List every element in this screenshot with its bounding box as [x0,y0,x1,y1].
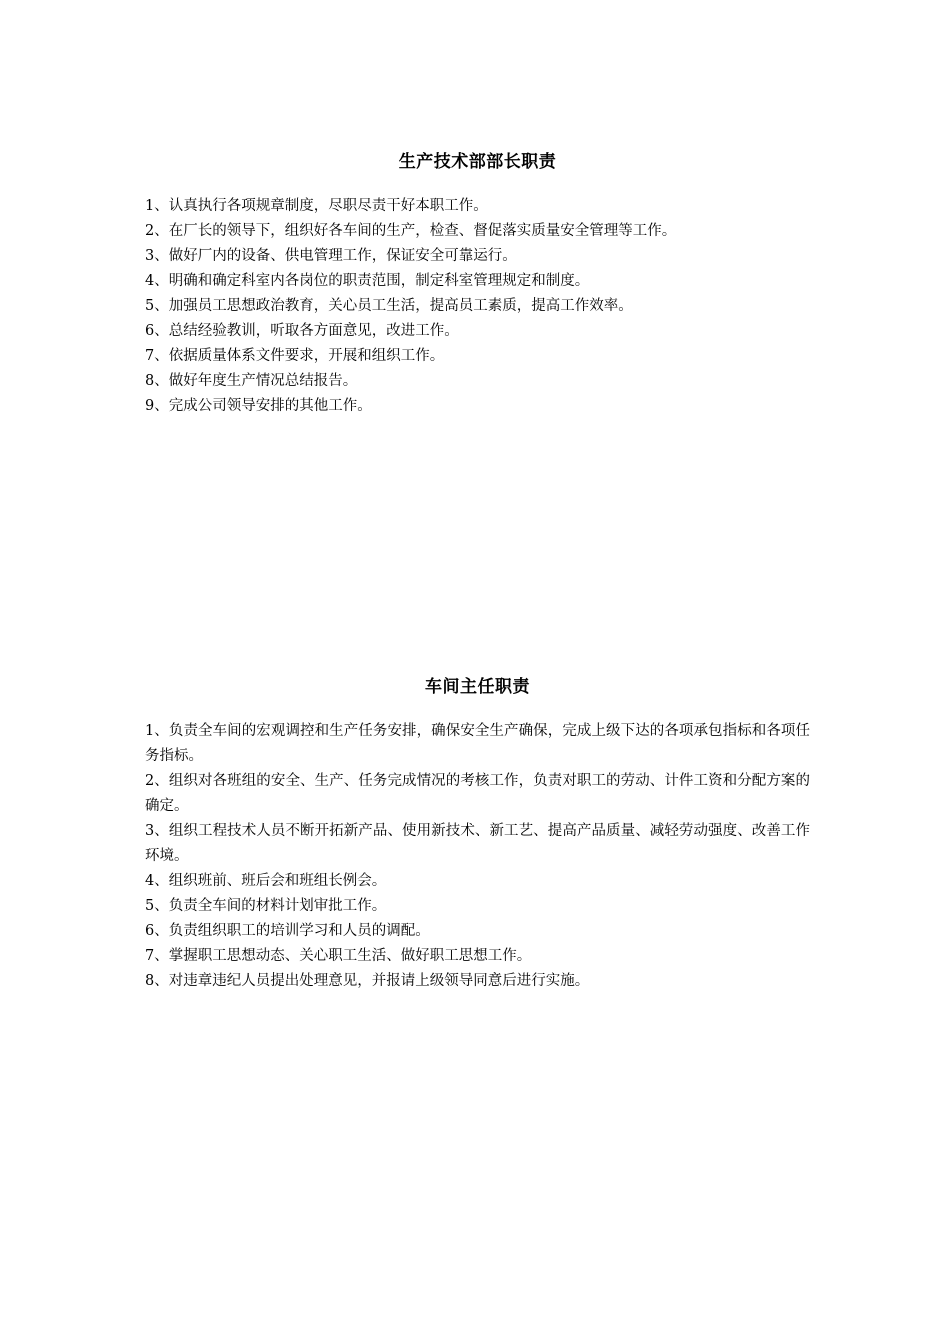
duty-item: 1、负责全车间的宏观调控和生产任务安排，确保安全生产确保，完成上级下达的各项承包指标和各项任务指标。 [145,723,810,764]
duty-item: 4、明确和确定科室内各岗位的职责范围，制定科室管理规定和制度。 [145,273,590,289]
duty-item: 3、组织工程技术人员不断开拓新产品、使用新技术、新工艺、提高产品质量、减轻劳动强度、改善工作环境。 [145,823,810,864]
section-title: 生产技术部部长职责 [398,152,557,172]
duty-item: 2、在厂长的领导下，组织好各车间的生产，检查、督促落实质量安全管理等工作。 [145,223,677,239]
duty-item: 5、加强员工思想政治教育，关心员工生活，提高员工素质，提高工作效率。 [145,298,633,314]
duty-item: 8、对违章违纪人员提出处理意见，并报请上级领导同意后进行实施。 [145,973,590,989]
section-title: 车间主任职责 [425,677,530,697]
section-workshop-director [145,673,810,994]
duty-item: 8、做好年度生产情况总结报告。 [145,373,358,389]
duty-item: 6、总结经验教训，听取各方面意见，改进工作。 [145,323,459,339]
duty-item: 2、组织对各班组的安全、生产、任务完成情况的考核工作，负责对职工的劳动、计件工资和分配方案的确定。 [145,773,810,814]
duty-item: 9、完成公司领导安排的其他工作。 [145,398,372,414]
duty-item: 3、做好厂内的设备、供电管理工作，保证安全可靠运行。 [145,248,517,264]
duty-item: 4、组织班前、班后会和班组长例会。 [145,873,387,889]
duty-item: 7、掌握职工思想动态、关心职工生活、做好职工思想工作。 [145,948,532,964]
duty-item: 7、依据质量体系文件要求，开展和组织工作。 [145,348,445,364]
duty-item: 5、负责全车间的材料计划审批工作。 [145,898,387,914]
duty-item: 6、负责组织职工的培训学习和人员的调配。 [145,923,430,939]
duty-item: 1、认真执行各项规章制度，尽职尽责干好本职工作。 [145,198,488,214]
section-production-tech-minister [145,148,810,419]
